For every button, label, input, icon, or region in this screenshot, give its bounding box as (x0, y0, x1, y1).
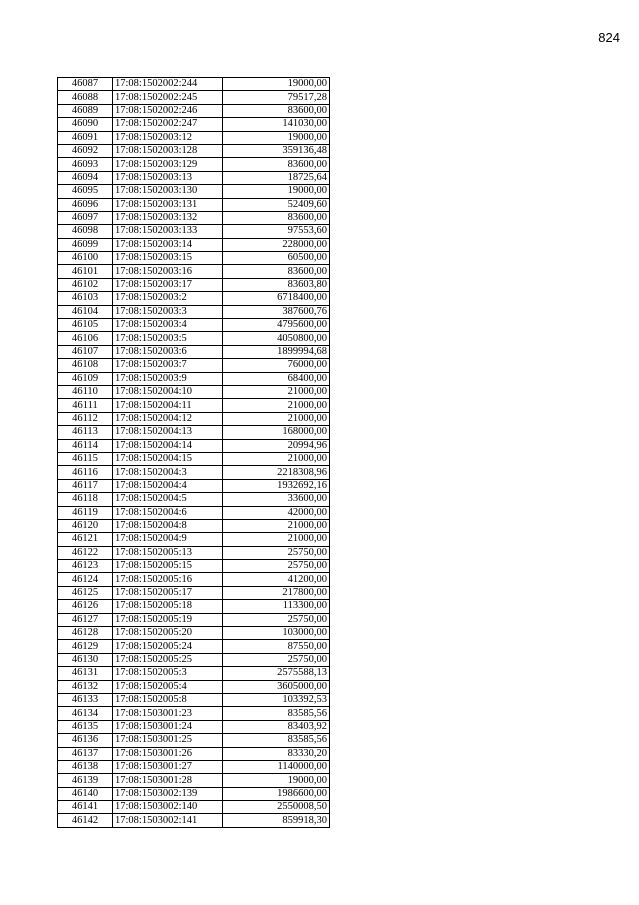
cadastral-number-cell: 17:08:1502003:128 (113, 144, 223, 157)
cadastral-number-cell: 17:08:1502002:246 (113, 104, 223, 117)
amount-cell: 83600,00 (223, 211, 330, 224)
table-row (58, 198, 330, 211)
row-number-cell: 46109 (58, 372, 113, 385)
table-row (58, 774, 330, 787)
row-number-cell: 46106 (58, 332, 113, 345)
row-number-cell: 46107 (58, 345, 113, 358)
row-number-cell: 46119 (58, 506, 113, 519)
cadastral-number-cell: 17:08:1502003:130 (113, 185, 223, 198)
row-number-cell: 46093 (58, 158, 113, 171)
table-row (58, 372, 330, 385)
cadastral-number-cell: 17:08:1502005:18 (113, 600, 223, 613)
table-row (58, 720, 330, 733)
amount-cell: 4795600,00 (223, 319, 330, 332)
cadastral-number-cell: 17:08:1503001:24 (113, 720, 223, 733)
table-row (58, 238, 330, 251)
cadastral-number-cell: 17:08:1502004:15 (113, 452, 223, 465)
amount-cell: 113300,00 (223, 600, 330, 613)
table-row (58, 546, 330, 559)
amount-cell: 19000,00 (223, 185, 330, 198)
cadastral-number-cell: 17:08:1502003:4 (113, 319, 223, 332)
amount-cell: 52409,60 (223, 198, 330, 211)
amount-cell: 25750,00 (223, 613, 330, 626)
cadastral-number-cell: 17:08:1502004:6 (113, 506, 223, 519)
table-row (58, 586, 330, 599)
cadastral-number-cell: 17:08:1503001:23 (113, 707, 223, 720)
amount-cell: 33600,00 (223, 493, 330, 506)
row-number-cell: 46092 (58, 144, 113, 157)
cadastral-number-cell: 17:08:1502003:17 (113, 278, 223, 291)
amount-cell: 76000,00 (223, 359, 330, 372)
cadastral-number-cell: 17:08:1502003:2 (113, 292, 223, 305)
amount-cell: 387600,76 (223, 305, 330, 318)
cadastral-number-cell: 17:08:1502005:13 (113, 546, 223, 559)
table-row (58, 734, 330, 747)
row-number-cell: 46112 (58, 412, 113, 425)
row-number-cell: 46139 (58, 774, 113, 787)
row-number-cell: 46095 (58, 185, 113, 198)
cadastral-number-cell: 17:08:1503002:139 (113, 787, 223, 800)
table-row (58, 760, 330, 773)
amount-cell: 859918,30 (223, 814, 330, 827)
amount-cell: 83600,00 (223, 265, 330, 278)
cadastral-number-cell: 17:08:1502004:12 (113, 412, 223, 425)
amount-cell: 21000,00 (223, 519, 330, 532)
cadastral-number-cell: 17:08:1502003:131 (113, 198, 223, 211)
amount-cell: 21000,00 (223, 399, 330, 412)
cadastral-number-cell: 17:08:1503002:141 (113, 814, 223, 827)
row-number-cell: 46130 (58, 653, 113, 666)
page-number: 824 (598, 30, 620, 45)
cadastral-number-cell: 17:08:1502004:9 (113, 533, 223, 546)
table-row (58, 640, 330, 653)
cadastral-number-cell: 17:08:1503001:28 (113, 774, 223, 787)
row-number-cell: 46089 (58, 104, 113, 117)
records-table-body (58, 78, 330, 828)
amount-cell: 4050800,00 (223, 332, 330, 345)
amount-cell: 19000,00 (223, 78, 330, 91)
cadastral-number-cell: 17:08:1502003:7 (113, 359, 223, 372)
table-row (58, 319, 330, 332)
table-row (58, 493, 330, 506)
cadastral-number-cell: 17:08:1502003:133 (113, 225, 223, 238)
table-row (58, 452, 330, 465)
table-row (58, 104, 330, 117)
cadastral-number-cell: 17:08:1502002:245 (113, 91, 223, 104)
table-row (58, 412, 330, 425)
row-number-cell: 46101 (58, 265, 113, 278)
row-number-cell: 46125 (58, 586, 113, 599)
row-number-cell: 46140 (58, 787, 113, 800)
cadastral-number-cell: 17:08:1503002:140 (113, 801, 223, 814)
cadastral-number-cell: 17:08:1502004:4 (113, 479, 223, 492)
cadastral-number-cell: 17:08:1502004:14 (113, 439, 223, 452)
amount-cell: 42000,00 (223, 506, 330, 519)
amount-cell: 83403,92 (223, 720, 330, 733)
table-row (58, 359, 330, 372)
row-number-cell: 46129 (58, 640, 113, 653)
row-number-cell: 46108 (58, 359, 113, 372)
amount-cell: 60500,00 (223, 252, 330, 265)
amount-cell: 19000,00 (223, 131, 330, 144)
amount-cell: 79517,28 (223, 91, 330, 104)
cadastral-number-cell: 17:08:1502005:20 (113, 627, 223, 640)
amount-cell: 83603,80 (223, 278, 330, 291)
amount-cell: 6718400,00 (223, 292, 330, 305)
cadastral-number-cell: 17:08:1502003:132 (113, 211, 223, 224)
cadastral-number-cell: 17:08:1502003:13 (113, 171, 223, 184)
table-row (58, 787, 330, 800)
table-row (58, 185, 330, 198)
table-row (58, 278, 330, 291)
row-number-cell: 46122 (58, 546, 113, 559)
row-number-cell: 46127 (58, 613, 113, 626)
row-number-cell: 46123 (58, 560, 113, 573)
row-number-cell: 46124 (58, 573, 113, 586)
amount-cell: 87550,00 (223, 640, 330, 653)
table-row (58, 560, 330, 573)
cadastral-number-cell: 17:08:1502004:3 (113, 466, 223, 479)
row-number-cell: 46088 (58, 91, 113, 104)
table-row (58, 265, 330, 278)
table-row (58, 131, 330, 144)
table-row (58, 345, 330, 358)
row-number-cell: 46103 (58, 292, 113, 305)
amount-cell: 359136,48 (223, 144, 330, 157)
table-row (58, 613, 330, 626)
cadastral-number-cell: 17:08:1502005:16 (113, 573, 223, 586)
table-row (58, 693, 330, 706)
table-row (58, 519, 330, 532)
cadastral-number-cell: 17:08:1502002:244 (113, 78, 223, 91)
cadastral-number-cell: 17:08:1502004:11 (113, 399, 223, 412)
amount-cell: 21000,00 (223, 385, 330, 398)
row-number-cell: 46136 (58, 734, 113, 747)
cadastral-number-cell: 17:08:1502003:9 (113, 372, 223, 385)
cadastral-number-cell: 17:08:1502003:16 (113, 265, 223, 278)
table-row (58, 171, 330, 184)
row-number-cell: 46132 (58, 680, 113, 693)
table-row (58, 211, 330, 224)
row-number-cell: 46098 (58, 225, 113, 238)
cadastral-number-cell: 17:08:1502004:13 (113, 426, 223, 439)
row-number-cell: 46126 (58, 600, 113, 613)
row-number-cell: 46128 (58, 627, 113, 640)
row-number-cell: 46142 (58, 814, 113, 827)
row-number-cell: 46117 (58, 479, 113, 492)
row-number-cell: 46104 (58, 305, 113, 318)
row-number-cell: 46110 (58, 385, 113, 398)
amount-cell: 18725,64 (223, 171, 330, 184)
cadastral-number-cell: 17:08:1502002:247 (113, 118, 223, 131)
cadastral-number-cell: 17:08:1503001:25 (113, 734, 223, 747)
table-row (58, 118, 330, 131)
cadastral-number-cell: 17:08:1502005:8 (113, 693, 223, 706)
cadastral-number-cell: 17:08:1502005:24 (113, 640, 223, 653)
cadastral-number-cell: 17:08:1503001:26 (113, 747, 223, 760)
amount-cell: 83600,00 (223, 104, 330, 117)
row-number-cell: 46116 (58, 466, 113, 479)
amount-cell: 1140000,00 (223, 760, 330, 773)
row-number-cell: 46138 (58, 760, 113, 773)
row-number-cell: 46131 (58, 667, 113, 680)
table-row (58, 707, 330, 720)
amount-cell: 2575588,13 (223, 667, 330, 680)
row-number-cell: 46100 (58, 252, 113, 265)
table-row (58, 252, 330, 265)
table-row (58, 426, 330, 439)
amount-cell: 25750,00 (223, 560, 330, 573)
cadastral-number-cell: 17:08:1502003:129 (113, 158, 223, 171)
row-number-cell: 46091 (58, 131, 113, 144)
row-number-cell: 46115 (58, 452, 113, 465)
amount-cell: 83600,00 (223, 158, 330, 171)
row-number-cell: 46097 (58, 211, 113, 224)
table-row (58, 680, 330, 693)
records-table (57, 77, 330, 828)
table-row (58, 399, 330, 412)
cadastral-number-cell: 17:08:1503001:27 (113, 760, 223, 773)
cadastral-number-cell: 17:08:1502005:17 (113, 586, 223, 599)
table-row (58, 600, 330, 613)
table-row (58, 439, 330, 452)
row-number-cell: 46087 (58, 78, 113, 91)
row-number-cell: 46134 (58, 707, 113, 720)
amount-cell: 21000,00 (223, 412, 330, 425)
row-number-cell: 46133 (58, 693, 113, 706)
cadastral-number-cell: 17:08:1502005:19 (113, 613, 223, 626)
amount-cell: 1986600,00 (223, 787, 330, 800)
row-number-cell: 46105 (58, 319, 113, 332)
amount-cell: 41200,00 (223, 573, 330, 586)
cadastral-number-cell: 17:08:1502004:5 (113, 493, 223, 506)
row-number-cell: 46141 (58, 801, 113, 814)
row-number-cell: 46120 (58, 519, 113, 532)
table-row (58, 292, 330, 305)
row-number-cell: 46111 (58, 399, 113, 412)
cadastral-number-cell: 17:08:1502003:12 (113, 131, 223, 144)
amount-cell: 103000,00 (223, 627, 330, 640)
amount-cell: 25750,00 (223, 653, 330, 666)
amount-cell: 3605000,00 (223, 680, 330, 693)
cadastral-number-cell: 17:08:1502004:8 (113, 519, 223, 532)
table-row (58, 747, 330, 760)
row-number-cell: 46099 (58, 238, 113, 251)
table-row (58, 573, 330, 586)
amount-cell: 97553,60 (223, 225, 330, 238)
table-row (58, 627, 330, 640)
row-number-cell: 46114 (58, 439, 113, 452)
table-row (58, 479, 330, 492)
row-number-cell: 46118 (58, 493, 113, 506)
cadastral-number-cell: 17:08:1502003:15 (113, 252, 223, 265)
table-row (58, 801, 330, 814)
amount-cell: 2218308,96 (223, 466, 330, 479)
amount-cell: 1932692,16 (223, 479, 330, 492)
table-row (58, 385, 330, 398)
cadastral-number-cell: 17:08:1502003:5 (113, 332, 223, 345)
table-row (58, 158, 330, 171)
amount-cell: 2550008,50 (223, 801, 330, 814)
cadastral-number-cell: 17:08:1502005:3 (113, 667, 223, 680)
table-row (58, 466, 330, 479)
cadastral-number-cell: 17:08:1502003:6 (113, 345, 223, 358)
amount-cell: 83585,56 (223, 707, 330, 720)
table-row (58, 814, 330, 827)
row-number-cell: 46102 (58, 278, 113, 291)
table-row (58, 667, 330, 680)
row-number-cell: 46094 (58, 171, 113, 184)
cadastral-number-cell: 17:08:1502003:3 (113, 305, 223, 318)
row-number-cell: 46113 (58, 426, 113, 439)
amount-cell: 83585,56 (223, 734, 330, 747)
row-number-cell: 46090 (58, 118, 113, 131)
row-number-cell: 46137 (58, 747, 113, 760)
amount-cell: 1899994,68 (223, 345, 330, 358)
row-number-cell: 46135 (58, 720, 113, 733)
table-row (58, 653, 330, 666)
amount-cell: 103392,53 (223, 693, 330, 706)
table-row (58, 78, 330, 91)
amount-cell: 68400,00 (223, 372, 330, 385)
amount-cell: 19000,00 (223, 774, 330, 787)
table-row (58, 144, 330, 157)
cadastral-number-cell: 17:08:1502005:4 (113, 680, 223, 693)
amount-cell: 20994,96 (223, 439, 330, 452)
amount-cell: 217800,00 (223, 586, 330, 599)
table-row (58, 225, 330, 238)
cadastral-number-cell: 17:08:1502003:14 (113, 238, 223, 251)
table-row (58, 332, 330, 345)
amount-cell: 21000,00 (223, 533, 330, 546)
amount-cell: 141030,00 (223, 118, 330, 131)
cadastral-number-cell: 17:08:1502004:10 (113, 385, 223, 398)
row-number-cell: 46096 (58, 198, 113, 211)
table-row (58, 533, 330, 546)
amount-cell: 25750,00 (223, 546, 330, 559)
table-row (58, 305, 330, 318)
amount-cell: 83330,20 (223, 747, 330, 760)
cadastral-number-cell: 17:08:1502005:15 (113, 560, 223, 573)
table-row (58, 506, 330, 519)
cadastral-number-cell: 17:08:1502005:25 (113, 653, 223, 666)
amount-cell: 228000,00 (223, 238, 330, 251)
amount-cell: 168000,00 (223, 426, 330, 439)
amount-cell: 21000,00 (223, 452, 330, 465)
row-number-cell: 46121 (58, 533, 113, 546)
table-row (58, 91, 330, 104)
